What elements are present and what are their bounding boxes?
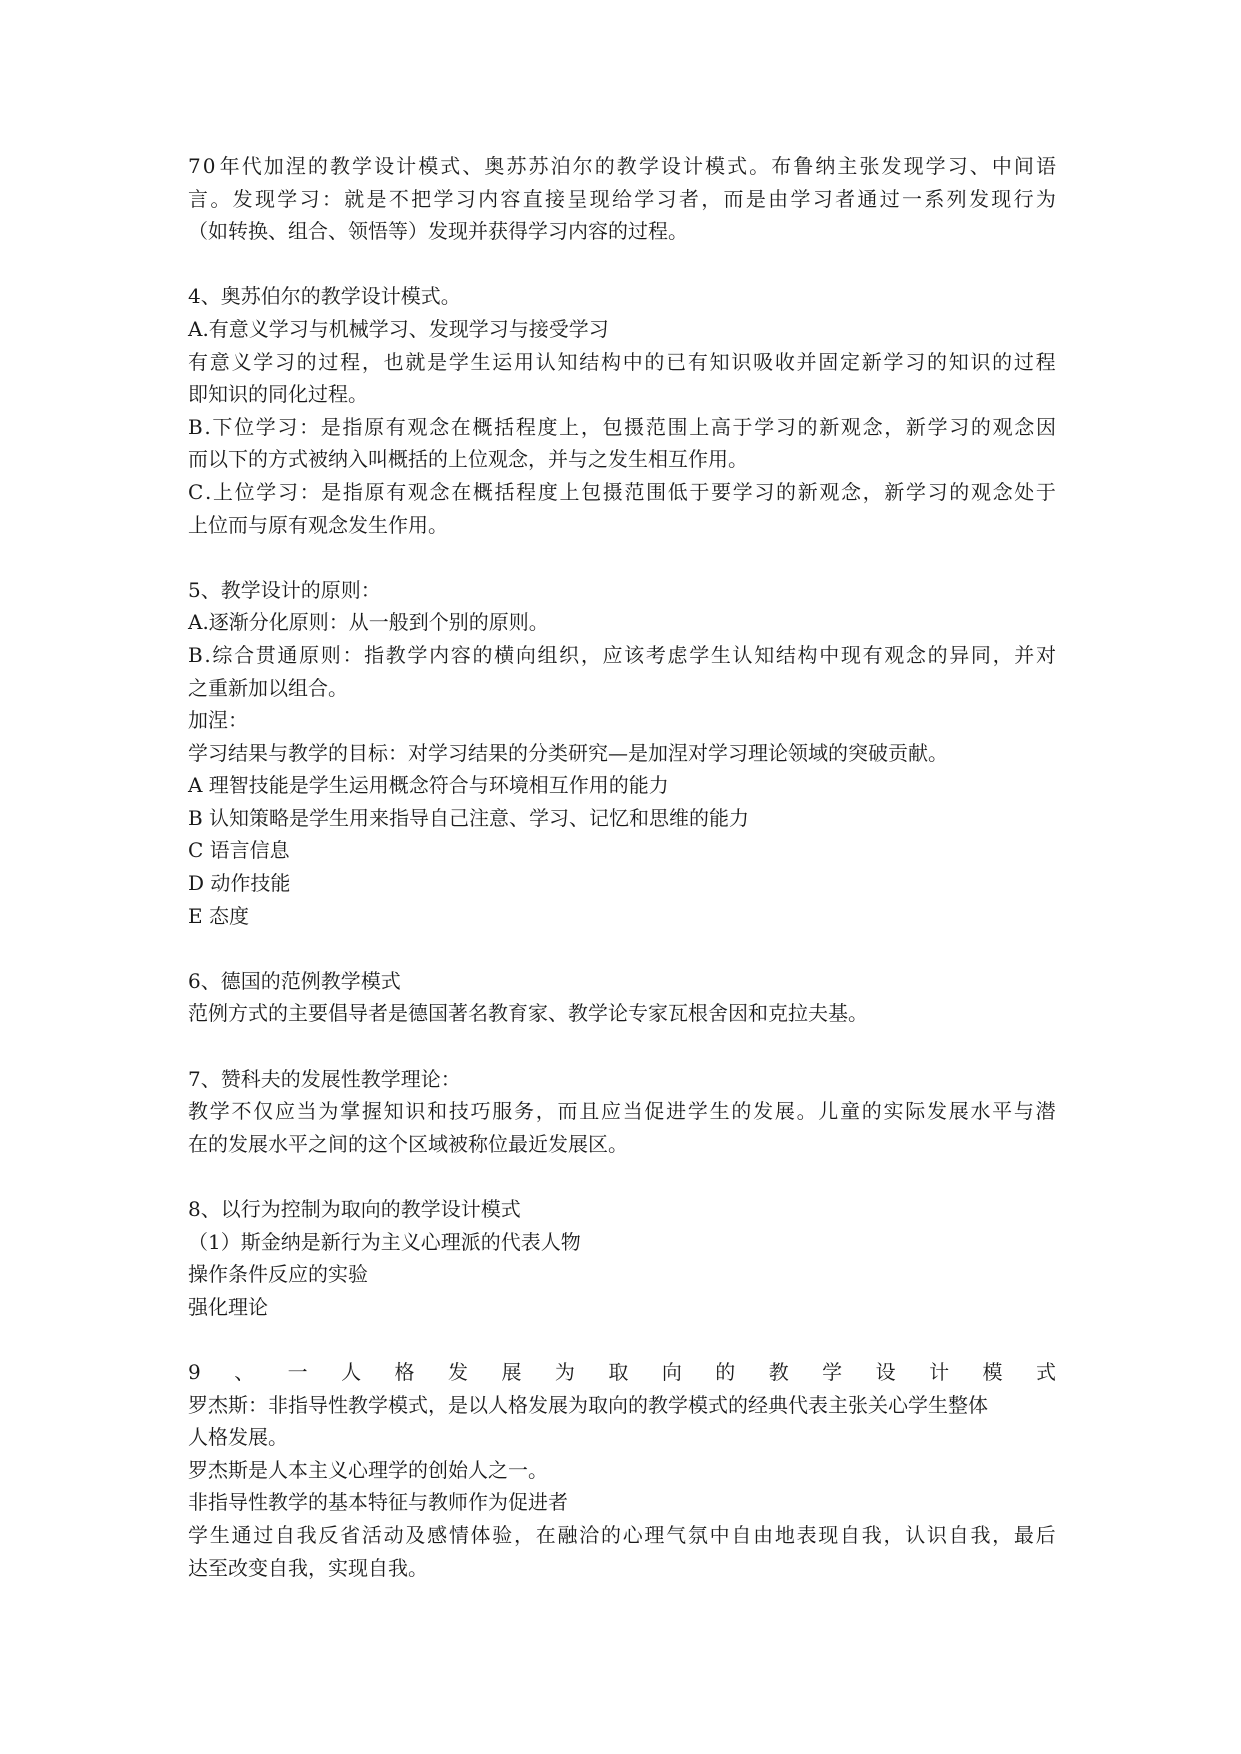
text-line: 强化理论 [188,1294,268,1319]
text-line: 罗杰斯是人本主义心理学的创始人之一。 [188,1457,548,1482]
text-line: 非指导性教学的基本特征与教师作为促进者 [188,1490,568,1515]
text-line: 人格发展。 [188,1425,288,1450]
paragraph-gap [188,932,1056,965]
paragraph [188,280,1056,541]
paragraph-gap [188,1323,1056,1356]
paragraph-gap [188,541,1056,574]
text-line: B . 下 位 学 习 ： 是 指 原 有 观 念 在 概 括 程 度 上 ， 包 摄 范 围 上 高 于 学 习 的 新 观 念 ， 新 学 习 的 观 念 因 [188,414,1056,439]
paragraph [188,1063,1056,1161]
text-line: E 态度 [188,903,249,928]
paragraph [188,150,1056,248]
paragraph-gap [188,1030,1056,1063]
text-line: 7、赞科夫的发展性教学理论： [188,1066,461,1091]
text-line: D 动作技能 [188,871,291,896]
text-line: 有 意 义 学 习 的 过 程 ， 也 就 是 学 生 运 用 认 知 结 构 中 的 已 有 知 识 吸 收 并 固 定 新 学 习 的 知 识 的 过 程 [188,349,1056,374]
text-line: A 理智技能是学生运用概念符合与环境相互作用的能力 [188,773,669,798]
text-line: 教 学 不 仅 应 当 为 掌 握 知 识 和 技 巧 服 务 ， 而 且 应 当 促 进 学 生 的 发 展 。 儿 童 的 实 际 发 展 水 平 与 潜 [188,1099,1056,1124]
text-line: 达至改变自我，实现自我。 [188,1555,428,1580]
text-line: 罗杰斯：非指导性教学模式，是以人格发展为取向的教学模式的经典代表主张关心学生整体 [188,1392,988,1417]
text-line: 范例方式的主要倡导者是德国著名教育家、教学论专家瓦根舍因和克拉夫基。 [188,1001,868,1026]
text-line: 6、德国的范例教学模式 [188,968,401,993]
text-line: 之重新加以组合。 [188,675,348,700]
paragraph-gap [188,248,1056,281]
text-line: 学习结果与教学的目标：对学习结果的分类研究—是加涅对学习理论领域的突破贡献。 [188,740,948,765]
text-line: 7 0 年 代 加 涅 的 教 学 设 计 模 式 、 奥 苏 苏 泊 尔 的 教 学 设 计 模 式 。 布 鲁 纳 主 张 发 现 学 习 、 中 间 语 [188,154,1056,178]
paragraph [188,1193,1056,1323]
paragraph [188,965,1056,1030]
text-line: B 认知策略是学生用来指导自己注意、学习、记忆和思维的能力 [188,805,750,830]
text-line: 言 。 发 现 学 习 ： 就 是 不 把 学 习 内 容 直 接 呈 现 给 学 习 者 ， 而 是 由 学 习 者 通 过 一 系 列 发 现 行 为 [188,186,1056,211]
text-line: C 语言信息 [188,838,290,863]
text-line: C . 上 位 学 习 ： 是 指 原 有 观 念 在 概 括 程 度 上 包 摄 范 围 低 于 要 学 习 的 新 观 念 ， 新 学 习 的 观 念 处 于 [188,479,1056,504]
paragraph [188,574,1056,933]
text-line: B . 综 合 贯 通 原 则 ： 指 教 学 内 容 的 横 向 组 织 ， 应 该 考 虑 学 生 认 知 结 构 中 现 有 观 念 的 异 同 ， 并 对 [188,642,1056,667]
text-line: 加涅： [188,708,248,733]
paragraph-gap [188,1160,1056,1193]
text-line: 5、教学设计的原则： [188,577,381,602]
text-line: （1）斯金纳是新行为主义心理派的代表人物 [188,1229,581,1254]
text-line: 9 、 一 人 格 发 展 为 取 向 的 教 学 设 计 模 式 [188,1359,1056,1384]
text-line: 4、奥苏伯尔的教学设计模式。 [188,284,461,309]
paragraph [188,1356,1056,1584]
text-line: 上位而与原有观念发生作用。 [188,512,448,537]
text-line: A.逐渐分化原则：从一般到个别的原则。 [188,610,549,635]
text-line: 8、以行为控制为取向的教学设计模式 [188,1197,521,1221]
text-line: 而以下的方式被纳入叫概括的上位观念，并与之发生相互作用。 [188,447,748,472]
text-line: A.有意义学习与机械学习、发现学习与接受学习 [188,316,609,341]
text-line: 操作条件反应的实验 [188,1262,368,1287]
text-line: （如转换、组合、领悟等）发现并获得学习内容的过程。 [188,219,688,244]
text-line: 即知识的同化过程。 [188,382,368,407]
text-line: 学 生 通 过 自 我 反 省 活 动 及 感 情 体 验 ， 在 融 洽 的 心 理 气 氛 中 自 由 地 表 现 自 我 ， 认 识 自 我 ， 最 后 [188,1522,1056,1547]
document-body [188,150,1056,1584]
text-line: 在的发展水平之间的这个区域被称位最近发展区。 [188,1131,628,1156]
